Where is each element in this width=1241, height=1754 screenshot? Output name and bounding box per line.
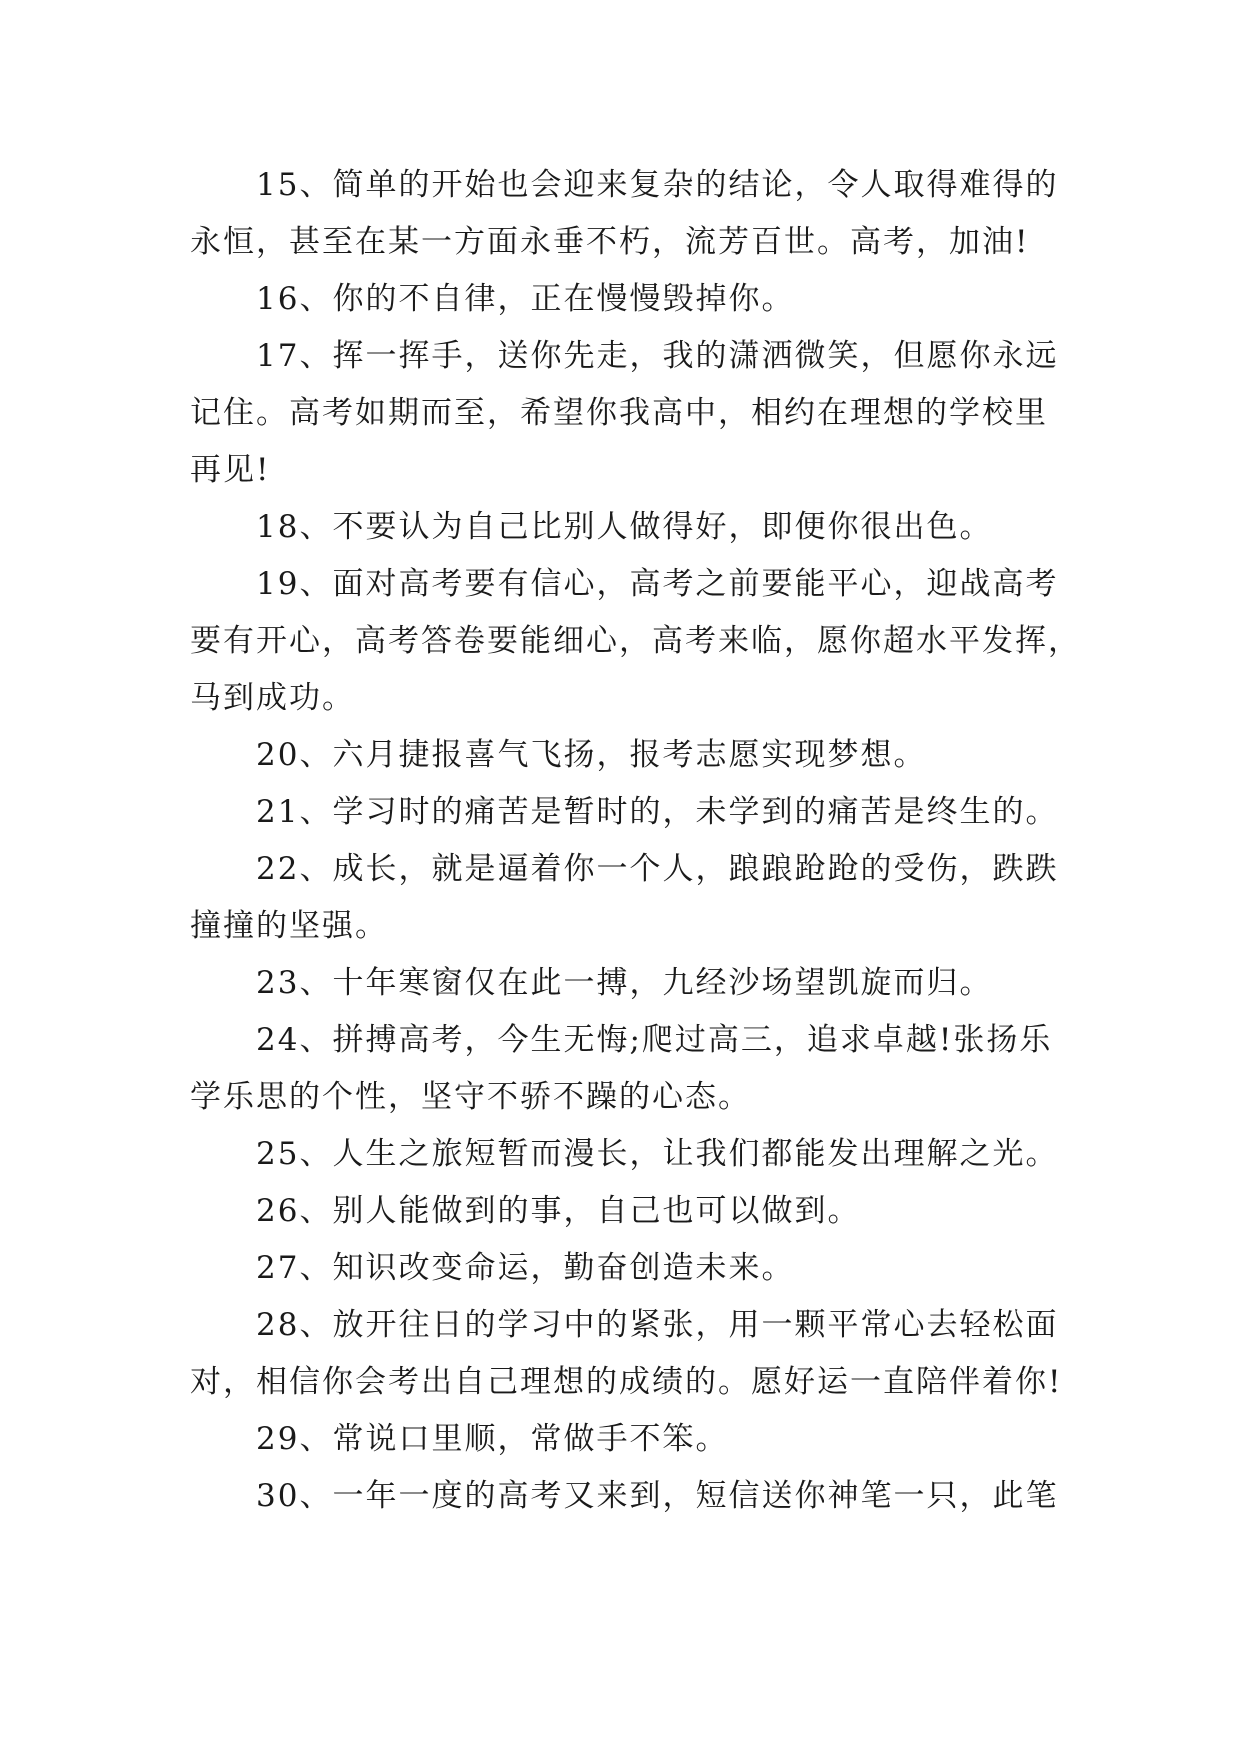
line-text: 18、不要认为自己比别人做得好，即便你很出色。	[256, 509, 993, 545]
text-line	[0, 1414, 1241, 1464]
text-line	[0, 445, 1241, 495]
line-text: 19、面对高考要有信心，高考之前要能平心，迎战高考	[256, 566, 1059, 602]
line-text: 29、常说口里顺，常做手不笨。	[256, 1421, 729, 1457]
line-text: 对，相信你会考出自己理想的成绩的。愿好运一直陪伴着你!	[190, 1364, 1063, 1400]
text-line	[0, 1186, 1241, 1236]
text-line	[0, 1357, 1241, 1407]
line-text: 20、六月捷报喜气飞扬，报考志愿实现梦想。	[256, 737, 927, 773]
text-line	[0, 958, 1241, 1008]
line-text: 23、十年寒窗仅在此一搏，九经沙场望凯旋而归。	[256, 965, 993, 1001]
text-line	[0, 502, 1241, 552]
line-text: 撞撞的坚强。	[190, 908, 388, 944]
text-line	[0, 730, 1241, 780]
line-text: 学乐思的个性，坚守不骄不躁的心态。	[190, 1079, 751, 1115]
line-text: 17、挥一挥手，送你先走，我的潇洒微笑，但愿你永远	[256, 338, 1059, 374]
line-text: 再见!	[190, 452, 271, 488]
text-line	[0, 844, 1241, 894]
line-text: 要有开心，高考答卷要能细心，高考来临，愿你超水平发挥，	[190, 623, 1081, 659]
text-line	[0, 331, 1241, 381]
text-line	[0, 901, 1241, 951]
text-line	[0, 217, 1241, 267]
line-text: 30、一年一度的高考又来到，短信送你神笔一只，此笔	[256, 1478, 1059, 1514]
text-line	[0, 1300, 1241, 1350]
line-text: 22、成长，就是逼着你一个人，踉踉跄跄的受伤，跌跌	[256, 851, 1059, 887]
text-line	[0, 673, 1241, 723]
text-line	[0, 1243, 1241, 1293]
line-text: 21、学习时的痛苦是暂时的，未学到的痛苦是终生的。	[256, 794, 1059, 830]
line-text: 24、拼搏高考，今生无悔;爬过高三，追求卓越!张扬乐	[256, 1022, 1053, 1058]
text-line	[0, 1129, 1241, 1179]
text-line	[0, 1072, 1241, 1122]
text-line	[0, 616, 1241, 666]
text-line	[0, 787, 1241, 837]
line-text: 记住。高考如期而至，希望你我高中，相约在理想的学校里	[190, 395, 1048, 431]
text-line	[0, 559, 1241, 609]
line-text: 26、别人能做到的事，自己也可以做到。	[256, 1193, 861, 1229]
text-line	[0, 274, 1241, 324]
text-line	[0, 388, 1241, 438]
text-line	[0, 160, 1241, 210]
line-text: 马到成功。	[190, 680, 355, 716]
line-text: 16、你的不自律，正在慢慢毁掉你。	[256, 281, 795, 317]
line-text: 27、知识改变命运，勤奋创造未来。	[256, 1250, 795, 1286]
line-text: 永恒，甚至在某一方面永垂不朽，流芳百世。高考，加油!	[190, 224, 1030, 260]
line-text: 15、简单的开始也会迎来复杂的结论，令人取得难得的	[256, 167, 1059, 203]
line-text: 28、放开往日的学习中的紧张，用一颗平常心去轻松面	[256, 1307, 1059, 1343]
text-line	[0, 1015, 1241, 1065]
line-text: 25、人生之旅短暂而漫长，让我们都能发出理解之光。	[256, 1136, 1059, 1172]
text-line	[0, 1471, 1241, 1521]
